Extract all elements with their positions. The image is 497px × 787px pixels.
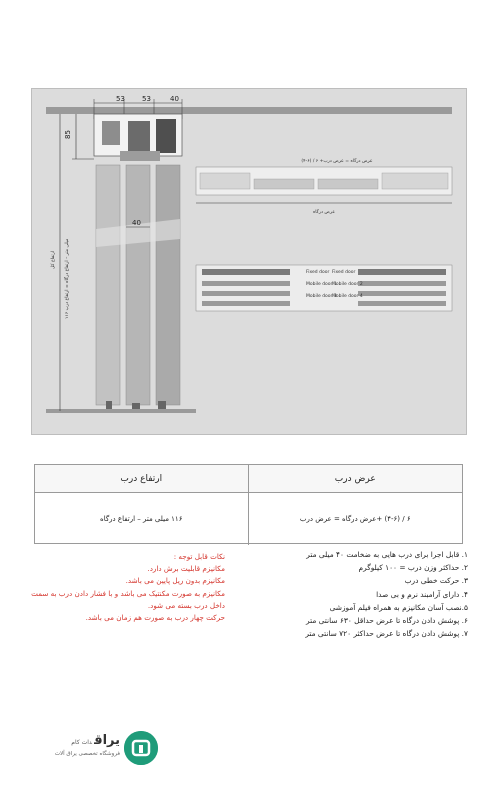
logo-mark-icon bbox=[124, 731, 158, 765]
dim-top-c: 40 bbox=[170, 95, 179, 103]
feature-item: ۴. دارای آرامبند نرم و بی صدا bbox=[376, 589, 468, 599]
feature-item: ۲. حداکثر وزن درب = ۱۰۰ کیلوگرم bbox=[358, 563, 468, 573]
plan-label-3: Mobile door 1 bbox=[306, 282, 337, 287]
plan-label-6: Mobile door 4 bbox=[332, 294, 363, 299]
trolley-2 bbox=[128, 121, 150, 151]
plan-label-5: Mobile door 3 bbox=[306, 294, 337, 299]
dim-top-a: 53 bbox=[116, 95, 125, 103]
width-formula-drawing: (۴-۶) / ۶ +عرض درگاه = عرض درب bbox=[301, 159, 373, 164]
brand-logo[interactable] bbox=[54, 729, 158, 769]
trolley-3 bbox=[156, 119, 176, 153]
ceiling-bar bbox=[46, 107, 452, 114]
feature-item: ۱. قابل اجرا برای درب هایی به ضخامت ۴۰ میلی متر bbox=[306, 550, 468, 559]
feature-item: ۶. پوشش دادن درگاه تا عرض حداقل ۶۳۰ سانتی متر bbox=[306, 616, 468, 626]
floor-guide-1 bbox=[106, 401, 112, 409]
floor-guide-3 bbox=[158, 401, 166, 409]
floor-bar bbox=[46, 409, 196, 413]
notes-block bbox=[30, 551, 225, 624]
note-line: مکانیزم بدون ریل پایین می باشد. bbox=[125, 576, 225, 586]
note-line: مکانیزم قابلیت برش دارد. bbox=[147, 564, 225, 574]
floor-guide-2 bbox=[132, 403, 140, 409]
door-panel-1 bbox=[96, 165, 120, 405]
technical-drawing bbox=[31, 88, 467, 435]
dim-left-height: 85 bbox=[64, 130, 72, 139]
opening-width-label: عرض درگاه bbox=[312, 210, 336, 215]
logo-suffix: دات کام bbox=[71, 739, 93, 746]
logo-brand bbox=[71, 733, 120, 748]
dim-center-gap: 40 bbox=[132, 219, 141, 227]
table-cell-height-formula: ۱۱۶ میلی متر – ارتفاع درگاه bbox=[35, 493, 249, 545]
height-label: ارتفاع کل bbox=[51, 251, 56, 269]
features-list bbox=[258, 548, 468, 640]
note-line: حرکت چهار درب به صورت هم زمان می باشد. bbox=[85, 613, 225, 623]
logo-name: یراق bbox=[94, 733, 120, 748]
dim-top-b: 53 bbox=[142, 95, 151, 103]
spec-table bbox=[34, 464, 463, 544]
table-cell-width-formula: ۶ / (۴-۶) +عرض درگاه = عرض درب bbox=[299, 515, 411, 523]
plan-label-1: Fixed door bbox=[306, 270, 330, 275]
door-panel-2 bbox=[126, 165, 150, 405]
drawing-svg bbox=[32, 89, 468, 436]
table-header-height: ارتفاع درب bbox=[35, 465, 249, 493]
note-line: مکانیزم به صورت مکنتیک می باشد و با فشار دادن درب به سمت داخل درب بسته می شود. bbox=[31, 588, 225, 610]
notes-title: نکات قابل توجه : bbox=[173, 552, 225, 561]
door-panel-3 bbox=[156, 165, 180, 405]
logo-tagline: فروشگاه تخصصی یراق آلات bbox=[54, 751, 120, 757]
feature-item: ۳. حرکت خطی درب bbox=[404, 576, 468, 586]
plan-label-4: Mobile door 2 bbox=[332, 282, 363, 287]
feature-item: ۵.نصب آسان مکانیزم به همراه فیلم آموزشی bbox=[329, 602, 468, 612]
plan-label-2: Fixed door bbox=[332, 270, 356, 275]
mechanism-plate bbox=[120, 151, 160, 161]
height-formula-drawing: ۱۱۶ میلی متر – ارتفاع درگاه = ارتفاع درب bbox=[65, 238, 70, 319]
feature-item: ۷. پوشش دادن درگاه تا عرض حداکثر ۷۲۰ سانتی متر bbox=[305, 629, 468, 639]
trolley-1 bbox=[102, 121, 120, 145]
table-header-width: عرض درب bbox=[249, 465, 463, 493]
